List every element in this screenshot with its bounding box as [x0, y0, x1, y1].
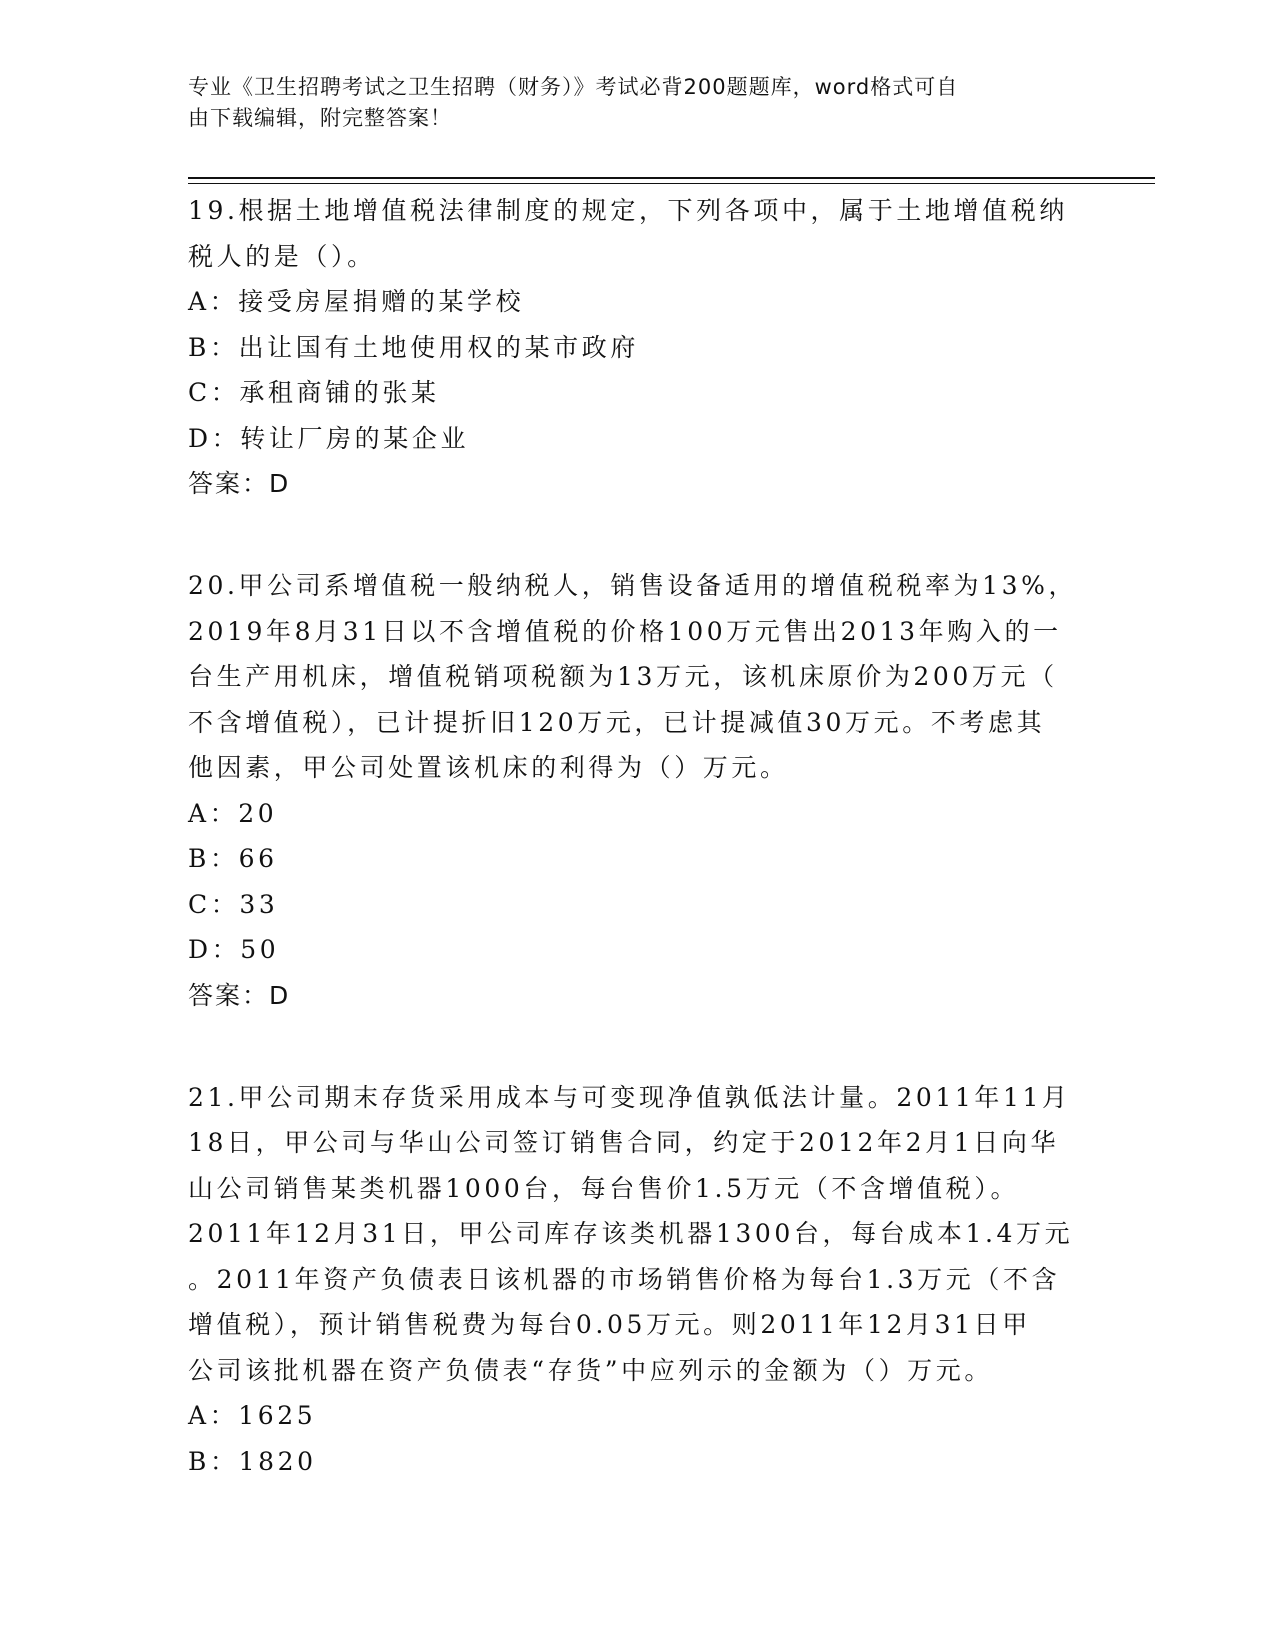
document-header: [188, 72, 1078, 134]
answer-line: 答案：D: [188, 469, 291, 498]
header-divider-thin: [188, 183, 1155, 184]
question-19: [188, 188, 1088, 507]
header-divider-thick: [188, 177, 1155, 179]
question-stem: [188, 1075, 1088, 1394]
question-stem: [188, 563, 1088, 791]
header-line-2: 由下载编辑，附完整答案！: [188, 106, 452, 130]
stem-line: 20.甲公司系增值税一般纳税人，销售设备适用的增值税税率为13%，: [188, 571, 1078, 600]
option-b: B：66: [188, 844, 278, 873]
option-a: A：1625: [188, 1401, 317, 1430]
question-list: [188, 188, 1088, 1484]
option-d: D：50: [188, 935, 280, 964]
question-21: [188, 1075, 1088, 1485]
stem-line: 公司该批机器在资产负债表“存货”中应列示的金额为（）万元。: [188, 1355, 993, 1385]
option-b: B：出让国有土地使用权的某市政府: [188, 332, 639, 362]
question-spacer: [188, 507, 1088, 563]
stem-line: 2019年8月31日以不含增值税的价格100万元售出2013年购入的一: [188, 616, 1062, 646]
stem-line: 增值税），预计销售税费为每台0.05万元。则2011年12月31日甲: [188, 1310, 1031, 1339]
option-c: C：33: [188, 889, 279, 919]
stem-line: 税人的是（）。: [188, 241, 376, 271]
question-spacer: [188, 1019, 1088, 1075]
question-stem: [188, 188, 1088, 279]
stem-line: 19.根据土地增值税法律制度的规定，下列各项中，属于土地增值税纳: [188, 196, 1068, 225]
option-b: B：1820: [188, 1446, 317, 1476]
question-20: [188, 563, 1088, 1019]
stem-line: 18日，甲公司与华山公司签订销售合同，约定于2012年2月1日向华: [188, 1128, 1060, 1157]
stem-line: 山公司销售某类机器1000台，每台售价1.5万元（不含增值税）。: [188, 1173, 1020, 1203]
stem-line: 台生产用机床，增值税销项税额为13万元，该机床原价为200万元（: [188, 662, 1058, 691]
option-a: A：接受房屋捐赠的某学校: [188, 287, 525, 316]
stem-line: 2011年12月31日，甲公司库存该类机器1300台，每台成本1.4万元: [188, 1219, 1074, 1248]
stem-line: 21.甲公司期末存货采用成本与可变现净值孰低法计量。2011年11月: [188, 1082, 1071, 1112]
header-line-1: 专业《卫生招聘考试之卫生招聘（财务）》考试必背200题题库，word格式可自: [188, 75, 959, 99]
stem-line: 他因素，甲公司处置该机床的利得为（）万元。: [188, 753, 789, 782]
option-c: C：承租商铺的张某: [188, 378, 440, 407]
stem-line: 。2011年资产负债表日该机器的市场销售价格为每台1.3万元（不含: [188, 1264, 1061, 1294]
stem-line: 不含增值税），已计提折旧120万元，已计提减值30万元。不考虑其: [188, 707, 1046, 737]
option-a: A：20: [188, 798, 278, 828]
option-d: D：转让厂房的某企业: [188, 423, 470, 453]
answer-line: 答案：D: [188, 980, 291, 1010]
